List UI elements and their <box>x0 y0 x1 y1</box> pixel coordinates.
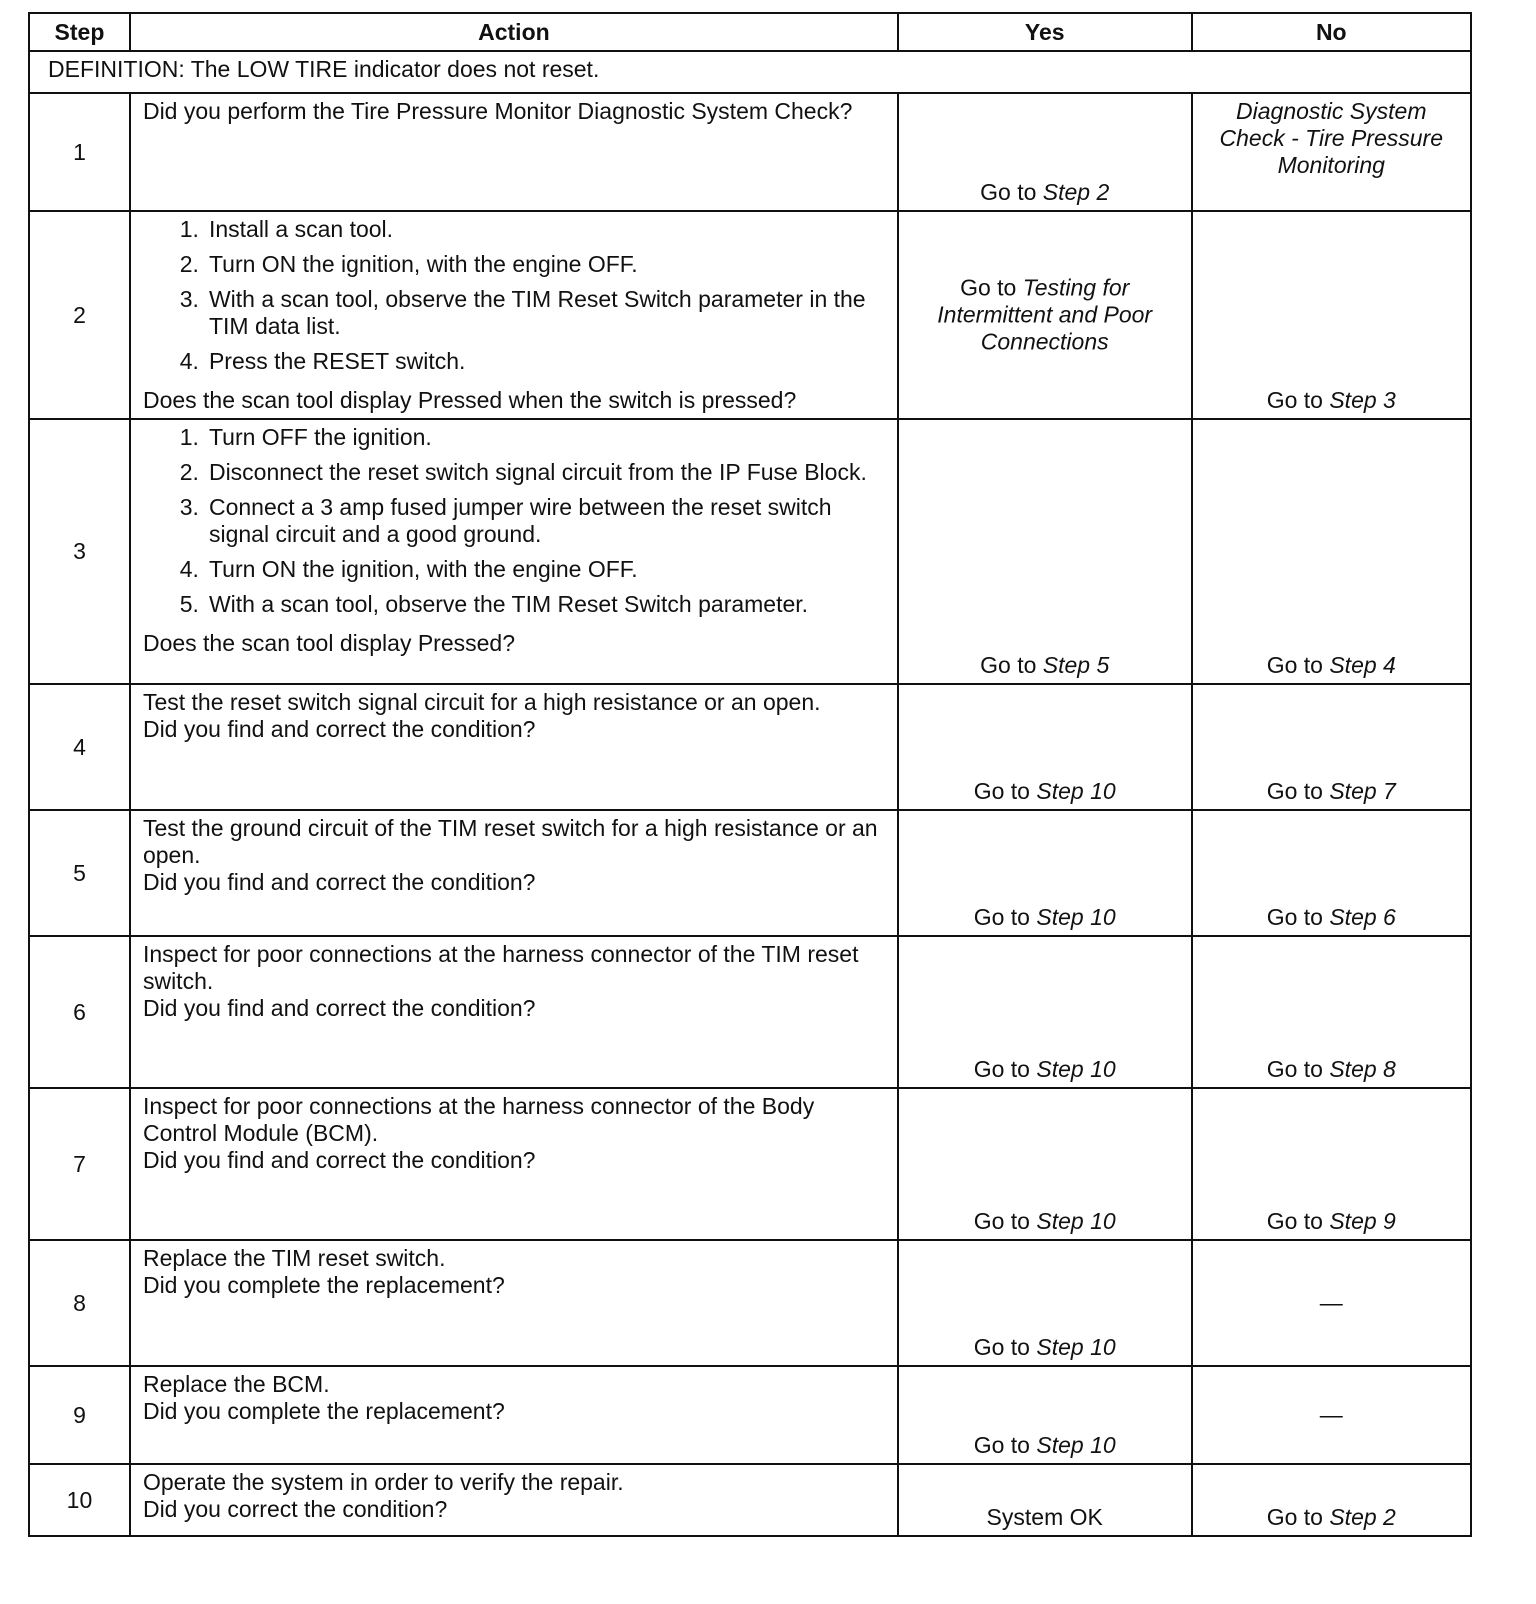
no-step-link: Step 9 <box>1329 1208 1396 1234</box>
list-item: 4. Press the RESET switch. <box>179 348 466 374</box>
step-number: 3 <box>29 419 130 684</box>
go-to-label: Go to <box>980 179 1037 205</box>
table-row <box>29 936 1471 1088</box>
no-step-link: Step 6 <box>1329 904 1396 930</box>
definition-row <box>29 51 1471 93</box>
no-cell <box>1192 1464 1471 1536</box>
step-number: 8 <box>29 1240 130 1366</box>
no-cell <box>1192 419 1471 684</box>
no-cell <box>1192 936 1471 1088</box>
table-row <box>29 419 1471 684</box>
table-row <box>29 93 1471 211</box>
action-cell <box>130 1088 898 1240</box>
step-number: 1 <box>29 93 130 211</box>
yes-cell <box>898 936 1192 1088</box>
go-to-label: Go to <box>960 274 1017 301</box>
go-to-label: Go to <box>1266 652 1323 678</box>
diagnostic-table <box>28 12 1472 1537</box>
no-cell <box>1192 93 1471 211</box>
table-row <box>29 810 1471 936</box>
list-item: 4. Turn ON the ignition, with the engine OFF. <box>179 556 638 582</box>
table-row <box>29 684 1471 810</box>
action-text: Inspect for poor connections at the harness connector of the TIM reset switch. <box>142 941 859 994</box>
action-cell <box>130 936 898 1088</box>
go-to-label: Go to <box>1266 1056 1323 1082</box>
yes-cell <box>898 684 1192 810</box>
header-row <box>29 13 1471 51</box>
action-text: Replace the BCM. <box>142 1371 330 1397</box>
list-item: 3. Connect a 3 amp fused jumper wire between the reset switch signal circuit and a good ground. <box>179 494 832 547</box>
yes-step-link: Step 10 <box>1036 778 1116 804</box>
no-reference: Diagnostic System Check - Tire Pressure Monitoring <box>1219 98 1443 178</box>
step-number: 7 <box>29 1088 130 1240</box>
no-dash: — <box>1319 1401 1343 1428</box>
go-to-label: Go to <box>973 1208 1030 1234</box>
list-item: 1. Turn OFF the ignition. <box>179 424 432 450</box>
action-text: Did you perform the Tire Pressure Monitor Diagnostic System Check? <box>142 98 853 124</box>
yes-cell <box>898 810 1192 936</box>
go-to-label: Go to <box>973 1334 1030 1360</box>
yes-step-link: Step 10 <box>1036 904 1116 930</box>
table-row <box>29 211 1471 419</box>
go-to-label: Go to <box>1266 387 1323 413</box>
step-number: 4 <box>29 684 130 810</box>
yes-reference: Testing for Intermittent and Poor Connections <box>937 274 1153 355</box>
definition-text: DEFINITION: The LOW TIRE indicator does not reset. <box>29 51 1471 93</box>
no-step-link: Step 4 <box>1329 652 1396 678</box>
action-text: Inspect for poor connections at the harness connector of the Body Control Module (BCM). <box>142 1093 815 1146</box>
table-row <box>29 1088 1471 1240</box>
header-action: Action <box>130 13 898 51</box>
go-to-label: Go to <box>1266 778 1323 804</box>
go-to-label: Go to <box>1266 904 1323 930</box>
action-cell <box>130 1240 898 1366</box>
no-cell <box>1192 810 1471 936</box>
table-row <box>29 1240 1471 1366</box>
no-cell <box>1192 1240 1471 1366</box>
yes-cell <box>898 1088 1192 1240</box>
yes-result: System OK <box>986 1504 1103 1530</box>
no-cell <box>1192 684 1471 810</box>
action-cell <box>130 93 898 211</box>
step-number: 2 <box>29 211 130 419</box>
action-cell <box>130 1464 898 1536</box>
list-item: 1. Install a scan tool. <box>179 216 394 242</box>
no-cell <box>1192 211 1471 419</box>
go-to-label: Go to <box>973 778 1030 804</box>
question-text: Does the scan tool display Pressed? <box>142 630 515 656</box>
no-step-link: Step 2 <box>1329 1504 1396 1530</box>
question-text: Did you find and correct the condition? <box>142 716 536 742</box>
action-cell <box>130 1366 898 1464</box>
action-text: Replace the TIM reset switch. <box>142 1245 446 1271</box>
go-to-label: Go to <box>973 1056 1030 1082</box>
question-text: Does the scan tool display Pressed when the switch is pressed? <box>142 387 797 413</box>
step-number: 9 <box>29 1366 130 1464</box>
go-to-label: Go to <box>1266 1504 1323 1530</box>
action-text: Operate the system in order to verify the repair. <box>142 1469 624 1495</box>
header-yes: Yes <box>898 13 1192 51</box>
go-to-label: Go to <box>973 904 1030 930</box>
header-step: Step <box>29 13 130 51</box>
step-number: 5 <box>29 810 130 936</box>
yes-step-link: Step 10 <box>1036 1334 1116 1360</box>
go-to-label: Go to <box>1266 1208 1323 1234</box>
action-text: Test the ground circuit of the TIM reset switch for a high resistance or an open. <box>142 815 878 868</box>
go-to-label: Go to <box>973 1432 1030 1458</box>
yes-cell <box>898 93 1192 211</box>
no-cell <box>1192 1366 1471 1464</box>
yes-step-link: Step 10 <box>1036 1432 1116 1458</box>
no-step-link: Step 7 <box>1329 778 1396 804</box>
action-cell <box>130 419 898 684</box>
yes-cell <box>898 1366 1192 1464</box>
yes-cell <box>898 419 1192 684</box>
no-cell <box>1192 1088 1471 1240</box>
question-text: Did you complete the replacement? <box>142 1398 505 1424</box>
yes-cell <box>898 1240 1192 1366</box>
list-item: 5. With a scan tool, observe the TIM Reset Switch parameter. <box>179 591 809 617</box>
header-no: No <box>1192 13 1471 51</box>
question-text: Did you find and correct the condition? <box>142 869 536 895</box>
list-item: 2. Disconnect the reset switch signal circuit from the IP Fuse Block. <box>179 459 867 485</box>
table-row <box>29 1464 1471 1536</box>
question-text: Did you complete the replacement? <box>142 1272 505 1298</box>
table-row <box>29 1366 1471 1464</box>
action-text: Test the reset switch signal circuit for a high resistance or an open. <box>142 689 821 715</box>
yes-cell <box>898 1464 1192 1536</box>
step-number: 6 <box>29 936 130 1088</box>
yes-step-link: Step 2 <box>1042 179 1110 205</box>
list-item: 3. With a scan tool, observe the TIM Reset Switch parameter in the TIM data list. <box>179 286 866 339</box>
action-cell <box>130 810 898 936</box>
no-dash: — <box>1319 1289 1343 1316</box>
list-item: 2. Turn ON the ignition, with the engine OFF. <box>179 251 638 277</box>
question-text: Did you find and correct the condition? <box>142 1147 536 1173</box>
yes-step-link: Step 10 <box>1036 1208 1116 1234</box>
yes-step-link: Step 10 <box>1036 1056 1116 1082</box>
no-step-link: Step 8 <box>1329 1056 1396 1082</box>
no-step-link: Step 3 <box>1329 387 1396 413</box>
yes-cell <box>898 211 1192 419</box>
step-number: 10 <box>29 1464 130 1536</box>
yes-step-link: Step 5 <box>1042 652 1110 678</box>
question-text: Did you find and correct the condition? <box>142 995 536 1021</box>
action-cell <box>130 211 898 419</box>
action-cell <box>130 684 898 810</box>
question-text: Did you correct the condition? <box>142 1496 448 1522</box>
go-to-label: Go to <box>980 652 1037 678</box>
